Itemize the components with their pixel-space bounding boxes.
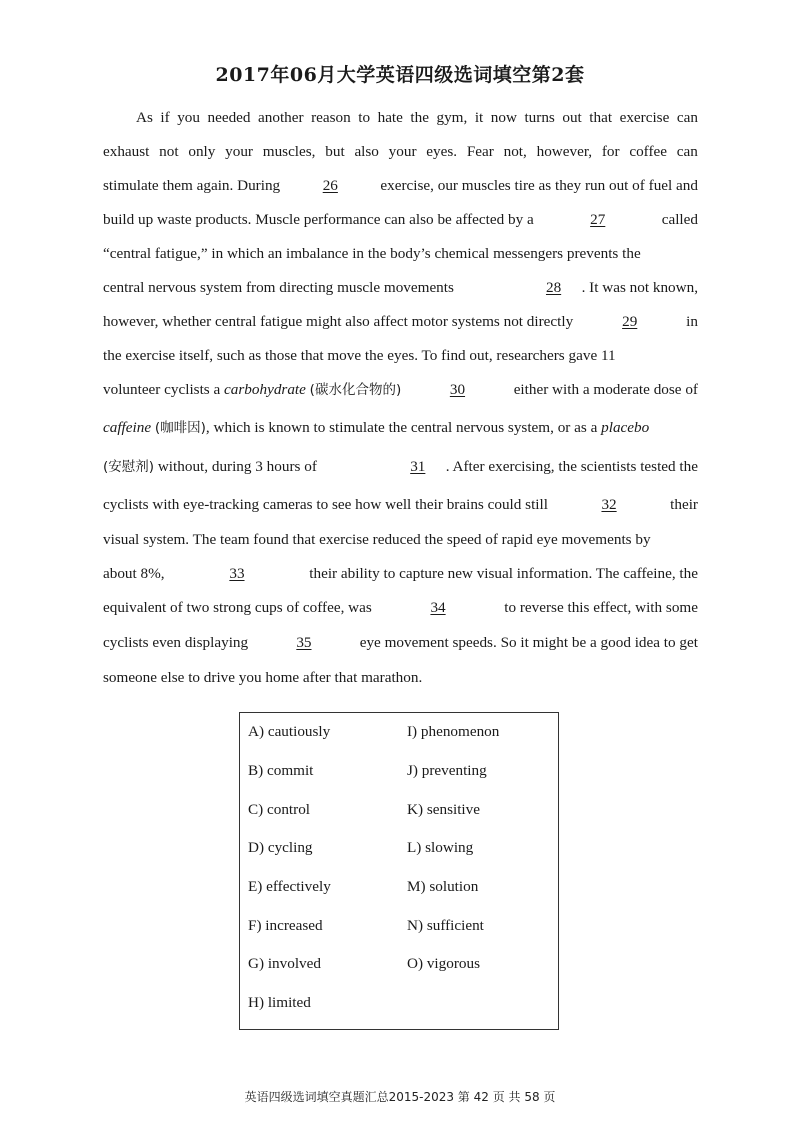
line-text: exercise, our muscles tire as they run out of fuel and: [380, 177, 698, 194]
passage-line: [103, 140, 698, 164]
line-text: central nervous system from directing muscle movements: [103, 279, 454, 296]
chinese-gloss: (安慰剂): [103, 459, 155, 475]
line-text: their ability to capture new visual information. The caffeine, the: [309, 565, 698, 582]
line-text: equivalent of two strong cups of coffee, was: [103, 599, 372, 616]
word: exercise: [619, 109, 670, 126]
line-text: stimulate them again. During: [103, 177, 281, 194]
line-text: cyclists with eye-tracking cameras to see how well their brains could still: [103, 496, 548, 513]
line-text: “central fatigue,” in which an imbalance in the body’s chemical messengers prevents the: [103, 245, 641, 262]
line-text: in: [686, 313, 698, 330]
passage-line: [103, 416, 698, 440]
word: turns: [524, 109, 555, 126]
line-text: the exercise itself, such as those that move the eyes. To find out, researchers gave 11: [103, 347, 616, 364]
word: that: [589, 109, 613, 126]
passage-line: [103, 208, 698, 232]
line-text: . After exercising, the scientists tested the: [445, 458, 698, 475]
passage-line: [103, 596, 698, 620]
page-title: 2017年06月大学英语四级选词填空第2套: [215, 64, 585, 86]
word: not: [159, 143, 179, 160]
line-text: called: [661, 211, 698, 228]
word: now: [490, 109, 517, 126]
blank-32[interactable]: 32: [601, 496, 617, 513]
option-item[interactable]: I) phenomenon: [407, 723, 500, 740]
passage-line: [103, 174, 698, 198]
option-item[interactable]: G) involved: [248, 955, 321, 972]
passage-line: [103, 528, 698, 552]
italic-term: caffeine: [103, 419, 152, 436]
word: but: [325, 143, 345, 160]
word: however,: [536, 143, 593, 160]
line-text: . It was not known,: [581, 279, 698, 296]
word: eyes.: [426, 143, 458, 160]
word: needed: [207, 109, 251, 126]
word: Fear: [466, 143, 494, 160]
word: hate: [377, 109, 403, 126]
option-item[interactable]: J) preventing: [407, 762, 487, 779]
option-item[interactable]: N) sufficient: [407, 917, 484, 934]
passage-line: [103, 493, 698, 517]
line-text: without, during 3 hours of: [157, 458, 317, 475]
option-item[interactable]: A) cautiously: [248, 723, 331, 740]
option-item[interactable]: O) vigorous: [407, 955, 480, 972]
line-text: build up waste products. Muscle performance can also be affected by a: [103, 211, 534, 228]
line-text: either with a moderate dose of: [513, 381, 698, 398]
word: your: [225, 143, 253, 160]
option-item[interactable]: B) commit: [248, 762, 314, 779]
word: muscles,: [262, 143, 316, 160]
word: can: [676, 143, 698, 160]
option-item[interactable]: E) effectively: [248, 878, 331, 895]
word: out: [562, 109, 582, 126]
italic-term: placebo: [601, 419, 650, 436]
blank-31[interactable]: 31: [410, 458, 426, 475]
blank-26[interactable]: 26: [322, 177, 338, 194]
option-item[interactable]: M) solution: [407, 878, 479, 895]
line-text: someone else to drive you home after that marathon.: [103, 669, 423, 686]
blank-33[interactable]: 33: [229, 565, 245, 582]
line-text: to reverse this effect, with some: [504, 599, 698, 616]
option-item[interactable]: H) limited: [248, 994, 311, 1011]
line-text: visual system. The team found that exercise reduced the speed of rapid eye movements by: [103, 531, 651, 548]
passage-line: [103, 276, 698, 300]
word: gym,: [436, 109, 468, 126]
word: the: [410, 109, 429, 126]
word: coffee: [629, 143, 667, 160]
blank-28[interactable]: 28: [545, 279, 562, 296]
option-item[interactable]: D) cycling: [248, 839, 313, 856]
word: you: [177, 109, 200, 126]
passage-line: [103, 455, 698, 479]
option-item[interactable]: K) sensitive: [407, 801, 480, 818]
option-item[interactable]: C) control: [248, 801, 311, 818]
passage-line: [103, 631, 698, 655]
line-text: volunteer cyclists a: [103, 381, 221, 398]
word: reason: [311, 109, 351, 126]
option-item[interactable]: F) increased: [248, 917, 323, 934]
passage-line: [103, 242, 698, 266]
word: exhaust: [103, 143, 150, 160]
line-text: their: [670, 496, 698, 513]
chinese-gloss: (碳水化合物的): [309, 382, 402, 398]
line-text: eye movement speeds. So it might be a good idea to get: [359, 634, 698, 651]
word: also: [354, 143, 379, 160]
word: to: [358, 109, 371, 126]
passage-line: [103, 378, 698, 402]
word-bank: [239, 712, 559, 1030]
line-text: cyclists even displaying: [103, 634, 249, 651]
passage-line: [103, 344, 698, 368]
line-text: , which is known to stimulate the central nervous system, or as a: [205, 419, 598, 436]
line-text: about 8%,: [103, 565, 165, 582]
blank-29[interactable]: 29: [622, 313, 638, 330]
italic-term: carbohydrate: [224, 381, 306, 398]
blank-30[interactable]: 30: [449, 381, 466, 398]
word: not,: [503, 143, 527, 160]
option-item[interactable]: L) slowing: [407, 839, 474, 856]
word: your: [388, 143, 417, 160]
blank-34[interactable]: 34: [430, 599, 446, 616]
word: for: [601, 143, 620, 160]
passage-line: [103, 106, 698, 130]
word: As: [136, 109, 153, 126]
word: if: [160, 109, 170, 126]
word: only: [188, 143, 216, 160]
chinese-gloss: (咖啡因): [154, 420, 206, 436]
word: can: [676, 109, 698, 126]
passage-line: [103, 666, 698, 690]
word: another: [258, 109, 304, 126]
word: it: [474, 109, 484, 126]
blank-35[interactable]: 35: [296, 634, 312, 651]
page-footer: 英语四级选词填空真题汇总2015-2023 第 42 页 共 58 页: [244, 1090, 556, 1104]
line-text: however, whether central fatigue might also affect motor systems not directly: [103, 313, 574, 330]
passage-line: [103, 310, 698, 334]
blank-27[interactable]: 27: [590, 211, 606, 228]
passage-line: [103, 562, 698, 586]
